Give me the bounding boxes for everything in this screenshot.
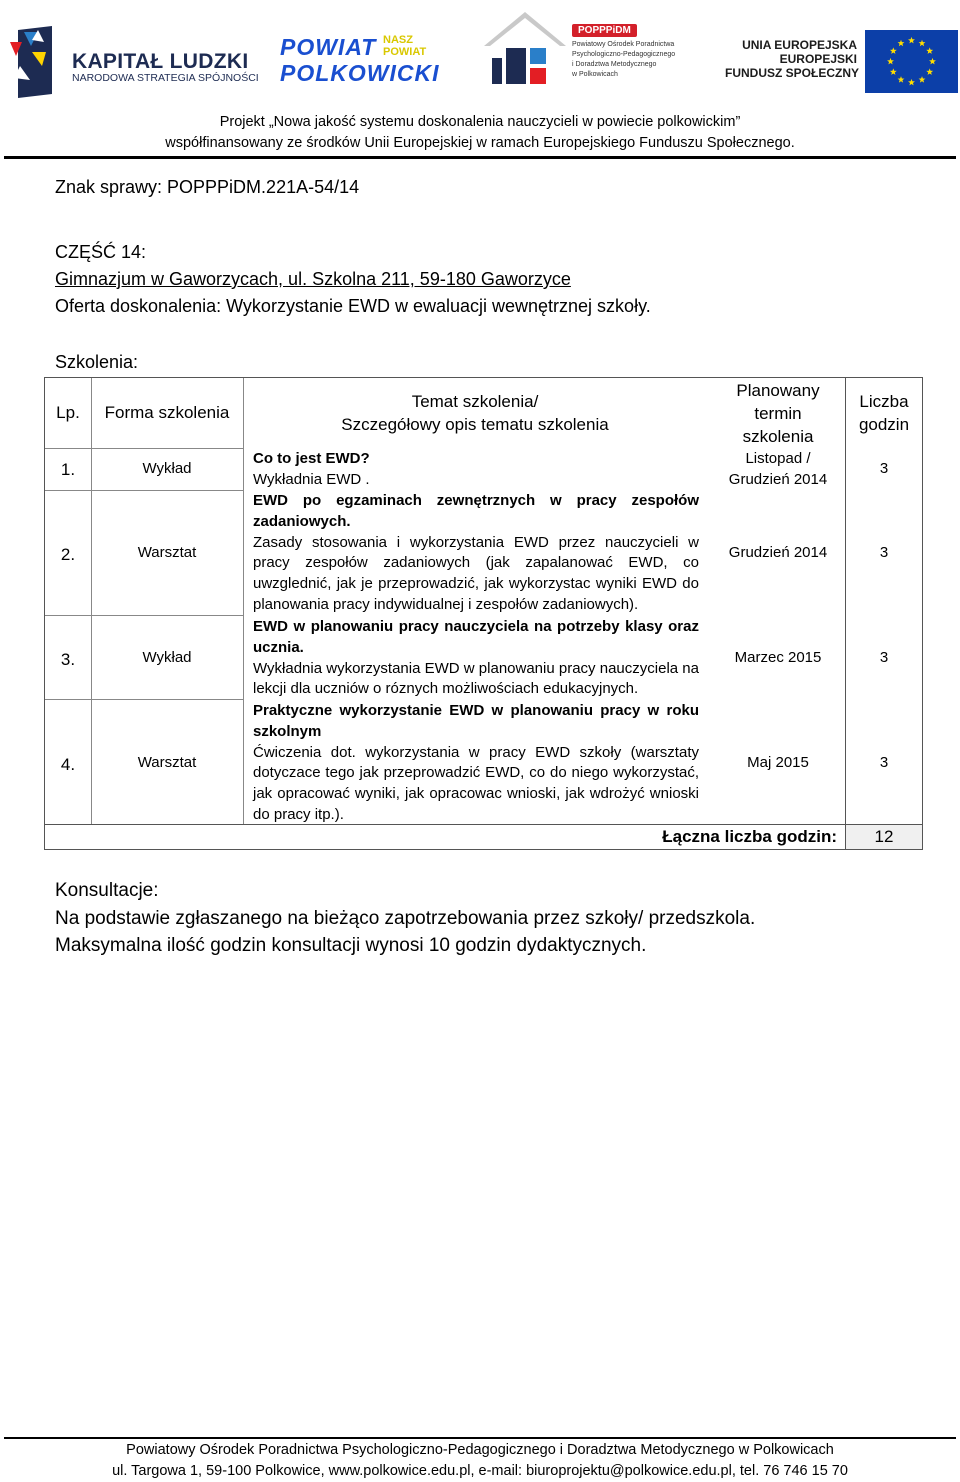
row2-desc: Zasady stosowania i wykorzystania EWD przez nauczycieli w pracy zespołów zadaniowych (jak zapalanować EWD, co uwzglednić, jak je przeprowadzić, jak wykorzystac wyniki EWD do planowania pracy indywidualnej i zespołów zadaniowych). — [253, 533, 699, 613]
header-term-line3: szkolenia — [742, 427, 814, 446]
powiat-logo-line1: POWIAT — [280, 34, 377, 60]
row3-lp: 3. — [60, 650, 76, 669]
eu-star-icon — [898, 40, 905, 47]
row4-description — [253, 701, 699, 826]
row3-title: EWD w planowaniu pracy nauczyciela na potrzeby klasy oraz ucznia. — [253, 618, 699, 656]
header-topic — [243, 390, 707, 436]
row1-term-line1: Listopad / — [745, 450, 811, 467]
case-number: Znak sprawy: POPPPiDM.221A-54/14 — [55, 177, 360, 197]
consultations-heading: Konsultacje: — [55, 880, 159, 901]
powiat-logo-line2: POLKOWICKI — [280, 60, 440, 86]
row1-lp: 1. — [60, 460, 76, 479]
eu-star-icon — [908, 79, 915, 86]
row4-desc: Ćwiczenia dot. wykorzystania w pracy EWD szkoły (warsztaty dotyczace tego jak przeprowadzić EWD, co do niego wykorzystać, jak opracować wyniki, jak opracowac wnioski, jak wdrożyć wnioski do pracy itp.). — [253, 743, 699, 823]
row3-description — [253, 617, 699, 700]
eu-star-icon — [887, 58, 894, 65]
header-divider — [4, 156, 956, 159]
header-hours — [845, 390, 923, 436]
row1-term — [707, 449, 849, 491]
footer-institution: Powiatowy Ośrodek Poradnictwa Psychologiczno-Pedagogicznego i Doradztwa Metodycznego w Polkowicach — [126, 1442, 834, 1458]
project-funding-line: współfinansowany ze środków Unii Europejskiej w ramach Europejskiego Funduszu Społecznego. — [165, 135, 795, 151]
row3-term: Marzec 2015 — [734, 649, 822, 666]
row4-hours: 3 — [879, 754, 889, 771]
row4-form: Warsztat — [137, 754, 197, 771]
row2-hours: 3 — [879, 544, 889, 561]
kapital-ludzki-emblem-icon — [8, 22, 64, 102]
header-term-line2: termin — [754, 404, 802, 423]
header-topic-line1: Temat szkolenia/ — [411, 392, 539, 411]
poppp-description — [572, 40, 675, 80]
table-divider — [243, 378, 244, 825]
eu-star-icon — [919, 76, 926, 83]
poppp-line: i Doradztwa Metodycznego — [572, 61, 657, 68]
poppp-logo — [480, 8, 680, 100]
eu-stars-icon — [865, 30, 958, 93]
table-divider — [45, 615, 243, 616]
row2-title: EWD po egzaminach zewnętrznych w pracy zespołów zadaniowych. — [253, 492, 699, 530]
project-title-line: Projekt „Nowa jakość systemu doskonalenia nauczycieli w powiecie polkowickim” — [219, 114, 741, 130]
eu-logo-line1: UNIA EUROPEJSKA — [742, 38, 857, 52]
total-label: Łączna liczba godzin: — [662, 827, 837, 846]
row1-description — [253, 449, 699, 491]
poppp-line: w Polkowicach — [572, 71, 618, 78]
row1-title: Co to jest EWD? — [253, 450, 370, 467]
row2-description — [253, 491, 699, 616]
powiat-logo-tag2: POWIAT — [383, 46, 427, 58]
table-divider — [45, 490, 243, 491]
row1-term-line2: Grudzień 2014 — [728, 470, 828, 488]
eu-star-icon — [926, 68, 933, 75]
header-form: Forma szkolenia — [104, 403, 230, 422]
trainings-heading: Szkolenia: — [55, 352, 139, 372]
header-term-line1: Planowany — [736, 381, 820, 400]
header-term — [707, 379, 849, 448]
eu-star-icon — [890, 68, 897, 75]
row2-term: Grudzień 2014 — [728, 544, 828, 561]
row1-form: Wykład — [142, 460, 192, 477]
footer-contact: ul. Targowa 1, 59-100 Polkowice, www.polkowice.edu.pl, e-mail: biuroprojektu@polkowice.edu.pl, tel. 76 746 15 70 — [112, 1463, 848, 1479]
eu-star-icon — [890, 47, 897, 54]
powiat-polkowicki-logo — [280, 34, 440, 90]
eu-star-icon — [929, 58, 936, 65]
part-heading: CZĘŚĆ 14: — [55, 242, 147, 262]
header-topic-line2: Szczegółowy opis tematu szkolenia — [341, 415, 609, 434]
row4-term: Maj 2015 — [747, 754, 809, 771]
kapital-ludzki-title: KAPITAŁ LUDZKI — [72, 50, 249, 73]
kapital-ludzki-subtitle: NARODOWA STRATEGIA SPÓJNOŚCI — [72, 72, 259, 84]
row1-desc: Wykładnia EWD . — [253, 470, 370, 488]
eu-logo-line2: EUROPEJSKI — [779, 52, 857, 66]
kapital-ludzki-logo — [8, 22, 259, 102]
consultations-line1: Na podstawie zgłaszanego na bieżąco zapotrzebowania przez szkoły/ przedszkola. — [55, 908, 756, 929]
poppp-badge: POPPPiDM — [572, 24, 637, 37]
footer-divider — [4, 1437, 956, 1439]
poppp-house-icon — [480, 8, 570, 100]
header-hours-line2: godzin — [858, 415, 910, 434]
powiat-logo-tag — [383, 34, 426, 58]
row4-lp: 4. — [60, 755, 76, 774]
eu-star-icon — [908, 37, 915, 44]
poppp-line: Powiatowy Ośrodek Poradnictwa — [572, 41, 675, 48]
eu-logo-line3: FUNDUSZ SPOŁECZNY — [725, 66, 860, 80]
consultations-line2: Maksymalna ilość godzin konsultacji wynosi 10 godzin dydaktycznych. — [55, 935, 647, 956]
table-divider — [45, 448, 243, 449]
table-divider — [45, 699, 243, 700]
row3-hours: 3 — [879, 649, 889, 666]
header-lp: Lp. — [56, 403, 80, 422]
eu-flag-icon — [865, 30, 958, 93]
eu-star-icon — [898, 76, 905, 83]
row3-form: Wykład — [142, 649, 192, 666]
row2-form: Warsztat — [137, 544, 197, 561]
offer-title: Oferta doskonalenia: Wykorzystanie EWD w ewaluacji wewnętrznej szkoły. — [55, 296, 651, 316]
row1-hours: 3 — [879, 460, 889, 477]
row2-lp: 2. — [60, 545, 76, 564]
eu-star-icon — [919, 40, 926, 47]
school-address: Gimnazjum w Gaworzycach, ul. Szkolna 211, 59-180 Gaworzyce — [55, 269, 571, 289]
eu-logo-text — [725, 38, 860, 80]
poppp-line: Psychologiczno-Pedagogicznego — [572, 51, 676, 58]
eu-star-icon — [926, 47, 933, 54]
row4-title: Praktyczne wykorzystanie EWD w planowaniu pracy w roku szkolnym — [253, 702, 699, 740]
total-value: 12 — [874, 827, 894, 846]
eu-logo — [725, 30, 960, 96]
row3-desc: Wykładnia wykorzystania EWD w planowaniu pracy nauczyciela na lekcji dla uczniów o róznych możliwościach edukacyjnych. — [253, 659, 699, 698]
powiat-logo-tag1: NASZ — [383, 34, 413, 46]
header-hours-line1: Liczba — [859, 392, 909, 411]
